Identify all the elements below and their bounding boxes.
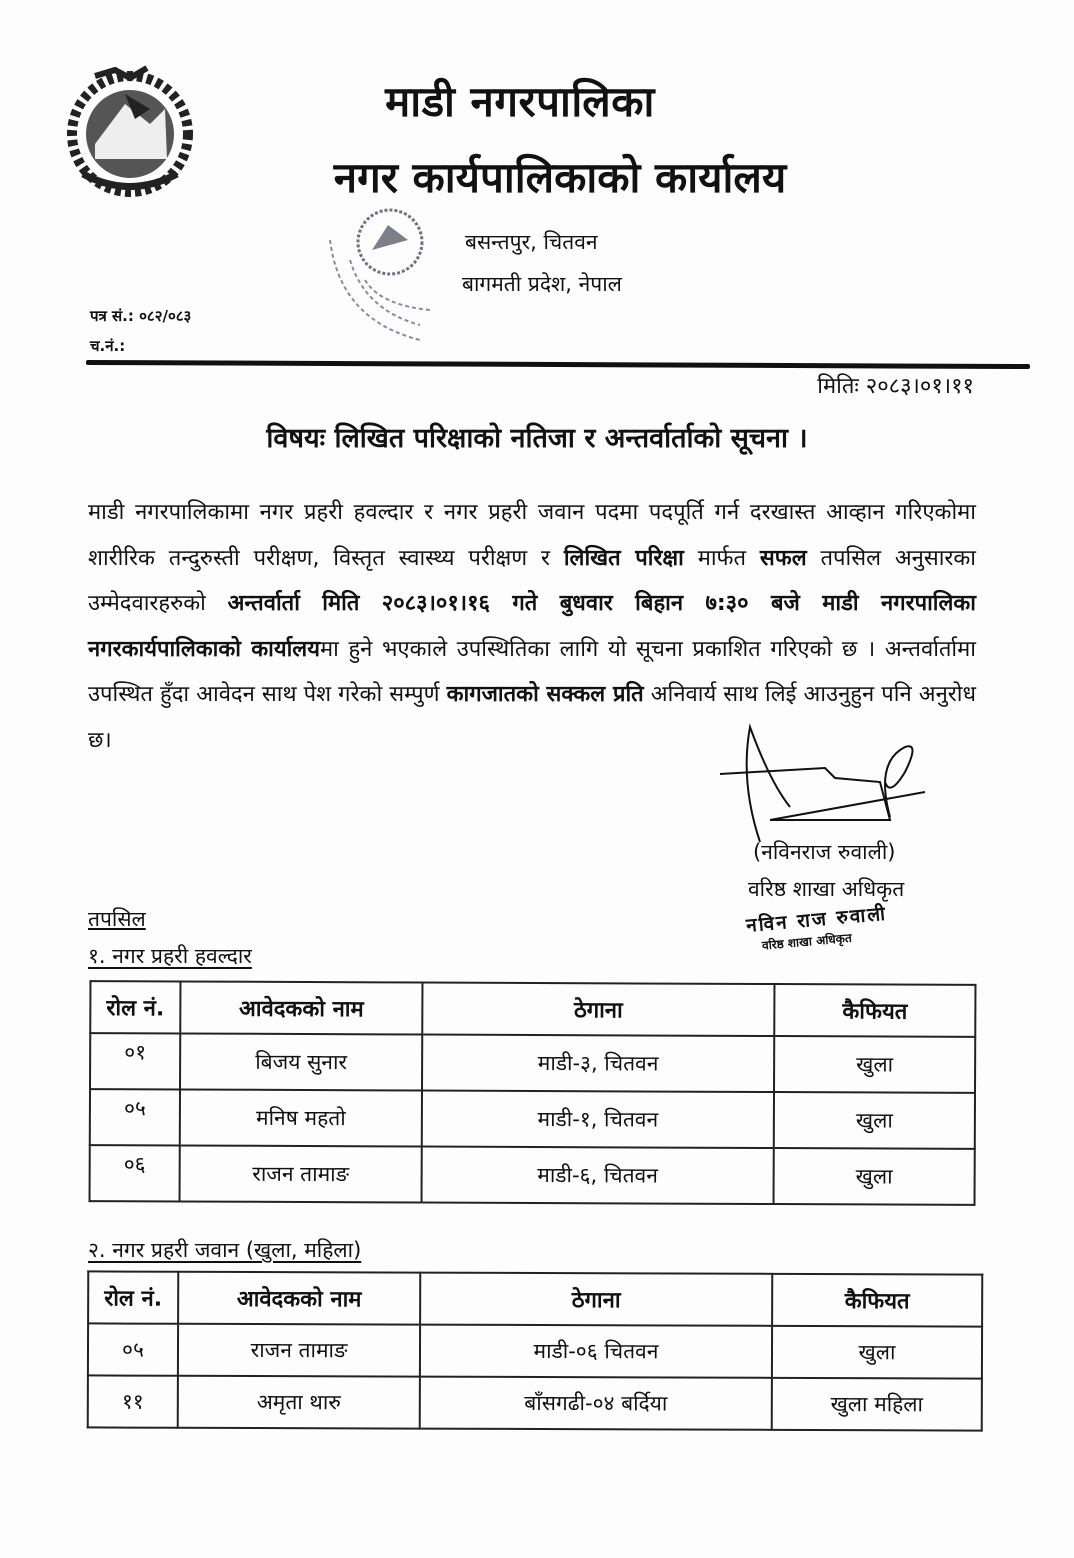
- col-roll: रोल नं.: [90, 981, 180, 1033]
- cell-address: माडी-१, चितवन: [422, 1091, 774, 1149]
- tapsil-label: तपसिल: [88, 907, 146, 931]
- body-text: अनिवार्य साथ लिई आउनुहुन पनि अनुरोध छ।: [88, 682, 976, 753]
- cell-address: माडी-६, चितवन: [422, 1147, 774, 1205]
- signature-stamp: [745, 900, 889, 955]
- cell-remarks: खुला: [772, 1326, 982, 1379]
- table-row: [88, 1375, 982, 1430]
- cell-address: माडी-०६ चितवन: [420, 1325, 772, 1378]
- stamp-name: नविन राज रुवाली: [745, 902, 888, 937]
- cell-name: राजन तामाङ: [178, 1324, 420, 1377]
- section-heading-havaldar: १. नगर प्रहरी हवल्दार: [88, 944, 252, 968]
- body-text: मा हुने भएकाले उपस्थितिका लागि यो सूचना प्रकाशित गरिएको छ । अन्तर्वार्तामा उपस्थित हुँदा आवेदन साथ पेश गरेको सम्पुर्ण: [88, 636, 976, 708]
- col-name: आवेदकको नाम: [180, 981, 422, 1034]
- body-text: माडी नगरपालिकामा नगर प्रहरी हवल्दार र नगर प्रहरी जवान पदमा पदपूर्ति गर्न दरखास्त आव्हान गरिएकोमा शारीरिक तन्दुरुस्ती परीक्षण, विस्तृत स्वास्थ्य परीक्षण र: [88, 500, 976, 571]
- cell-roll: ०५: [90, 1089, 180, 1145]
- col-remarks: कैफियत: [772, 1274, 982, 1327]
- cell-roll: ०१: [90, 1033, 180, 1089]
- signatory-name: (नविनराज रुवाली): [753, 840, 896, 864]
- section-heading-jawan: २. नगर प्रहरी जवान (खुला, महिला): [88, 1238, 362, 1262]
- col-address: ठेगाना: [422, 983, 774, 1037]
- cell-remarks: खुला: [774, 1148, 975, 1205]
- signatory-designation: वरिष्ठ शाखा अधिकृत: [748, 877, 905, 901]
- address-line-2: बागमती प्रदेश, नेपाल: [462, 272, 622, 296]
- office-seal-icon: [320, 200, 460, 350]
- table-row: [90, 1033, 975, 1093]
- table-header-row: [90, 981, 975, 1037]
- candidates-table-havaldar: [89, 980, 977, 1206]
- date: मितिः २०८३।०१।११: [817, 374, 974, 399]
- address-line-1: बसन्तपुर, चितवन: [465, 230, 598, 254]
- body-bold-text: कागजातको सक्कल प्रति: [446, 682, 644, 708]
- cell-roll: ०६: [90, 1145, 180, 1201]
- cell-name: अमृता थारु: [178, 1376, 420, 1429]
- header-divider: [86, 360, 1030, 369]
- col-roll: रोल नं.: [88, 1271, 178, 1323]
- signature-icon: [715, 722, 945, 852]
- municipality-title: माडी नगरपालिका: [385, 77, 655, 126]
- body-bold-text: अन्तर्वार्ता मिति २०८३।०१।१६ गते बुधवार बिहान ७:३० बजे माडी नगरपालिका नगरकार्यपालिकाको कार्यालय: [88, 591, 977, 662]
- table-header-row: [88, 1271, 982, 1326]
- body-text: तपसिल अनुसारका उम्मेदवारहरुको: [88, 545, 977, 617]
- stamp-designation: वरिष्ठ शाखा अधिकृत: [761, 930, 853, 953]
- cell-name: बिजय सुनार: [180, 1033, 422, 1090]
- cell-name: राजन तामाङ: [180, 1145, 422, 1202]
- table-row: [88, 1323, 982, 1378]
- cell-remarks: खुला महिला: [772, 1378, 982, 1431]
- cell-address: माडी-३, चितवन: [422, 1035, 774, 1093]
- cell-address: बाँसगढी-०४ बर्दिया: [420, 1377, 772, 1430]
- cell-remarks: खुला: [774, 1036, 975, 1093]
- col-name: आवेदकको नाम: [178, 1272, 420, 1325]
- table-row: [90, 1089, 975, 1149]
- office-title: नगर कार्यपालिकाको कार्यालय: [333, 153, 787, 202]
- table-row: [90, 1145, 975, 1205]
- subject: विषयः लिखित परिक्षाको नतिजा र अन्तर्वार्ताको सूचना ।: [266, 423, 808, 454]
- body-bold-text: सफल: [759, 545, 807, 571]
- body-text: मार्फत: [683, 545, 760, 571]
- body-bold-text: लिखित परिक्षा: [563, 545, 684, 571]
- dispatch-number: च.नं.:: [90, 337, 126, 355]
- cell-roll: ०५: [88, 1323, 178, 1375]
- cell-remarks: खुला: [774, 1092, 975, 1149]
- candidates-table-jawan: [87, 1270, 984, 1431]
- col-address: ठेगाना: [420, 1273, 772, 1326]
- cell-name: मनिष महतो: [180, 1089, 422, 1146]
- col-remarks: कैफियत: [774, 984, 975, 1037]
- letter-number: पत्र सं.: ०८२/०८३: [90, 307, 192, 325]
- cell-roll: ११: [88, 1375, 178, 1427]
